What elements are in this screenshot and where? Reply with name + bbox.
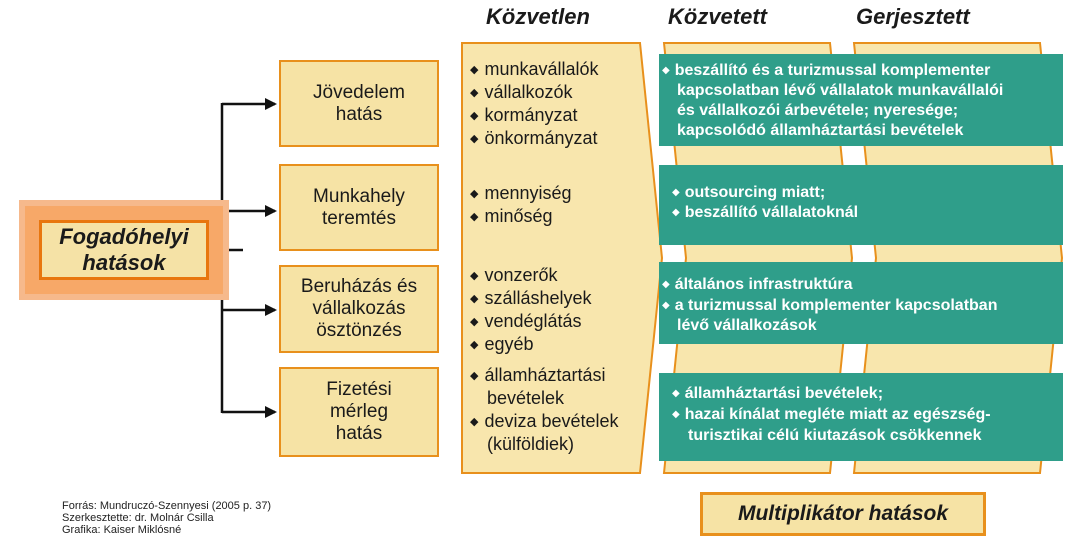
category-label: hatás [335, 423, 383, 444]
header-indirect: Közvetett [668, 4, 768, 29]
banner-3-line: ◆ a turizmussal komplementer kapcsolatban [662, 297, 998, 314]
banner-2-line: ◆ outsourcing miatt; [672, 184, 826, 201]
category-label: Beruházás és [300, 276, 418, 297]
category-label: hatás [335, 103, 383, 125]
direct-item: ◆ vállalkozók [470, 82, 573, 102]
banner-1-line: ◆ beszállító és a turizmussal komplementer [662, 62, 991, 79]
category-label: Jövedelem [313, 81, 405, 103]
direct-item: ◆ deviza bevételek [470, 411, 619, 431]
credit-graphics: Grafika: Kaiser Miklósné [62, 524, 182, 536]
banner-4-line: ◆ államháztartási bevételek; [672, 385, 884, 402]
category-label: teremtés [322, 207, 396, 229]
direct-item: ◆ államháztartási [470, 365, 606, 385]
direct-item: ◆ vonzerők [470, 265, 558, 285]
direct-item: ◆ önkormányzat [470, 128, 598, 148]
banner-1-line: kapcsolatban lévő vállalatok munkavállalói [677, 82, 1004, 99]
credits [62, 500, 271, 536]
banner-4-line: ◆ hazai kínálat megléte miatt az egészség- [672, 406, 991, 423]
root-line-2: hatások [82, 250, 166, 275]
banner-3-line: ◆ általános infrastruktúra [662, 276, 853, 293]
credit-source: Forrás: Mundruczó-Szennyesi (2005 p. 37) [62, 500, 272, 512]
direct-item: ◆ munkavállalók [470, 59, 599, 79]
category-box-income [279, 60, 439, 147]
credit-editor: Szerkesztette: dr. Molnár Csilla [62, 512, 214, 524]
direct-item-cont: bevételek [487, 388, 565, 408]
direct-item: ◆ vendéglátás [470, 311, 582, 331]
category-box-balance [279, 367, 439, 457]
banner-1-line: és vállalkozói árbevétele; nyeresége; [677, 102, 959, 119]
direct-item: ◆ kormányzat [470, 105, 578, 125]
direct-item: ◆ mennyiség [470, 183, 572, 203]
category-label: vállalkozás [312, 298, 406, 319]
root-line-1: Fogadóhelyi [59, 224, 189, 249]
multiplier-label: Multiplikátor hatások [737, 502, 949, 525]
direct-item: ◆ szálláshelyek [470, 288, 592, 308]
category-box-investment [279, 265, 439, 353]
header-direct: Közvetlen [486, 4, 590, 29]
banner-2-line: ◆ beszállító vállalatoknál [672, 204, 859, 221]
header-induced: Gerjesztett [856, 4, 970, 29]
category-label: ösztönzés [316, 320, 402, 341]
direct-item: ◆ egyéb [470, 334, 534, 354]
category-label: Munkahely [313, 185, 405, 207]
direct-item: ◆ minőség [470, 206, 553, 226]
banner-1-line: kapcsolódó államháztartási bevételek [677, 122, 964, 139]
direct-item-cont: (külföldiek) [487, 434, 575, 454]
banner-4-line: turisztikai célú kiutazások csökkennek [688, 427, 982, 444]
category-label: Fizetési [326, 379, 392, 400]
category-label: mérleg [329, 401, 389, 422]
category-box-jobs [279, 164, 439, 251]
root-box [19, 200, 229, 300]
multiplier-box [700, 492, 986, 536]
banner-3-line: lévő vállalkozások [677, 317, 817, 334]
